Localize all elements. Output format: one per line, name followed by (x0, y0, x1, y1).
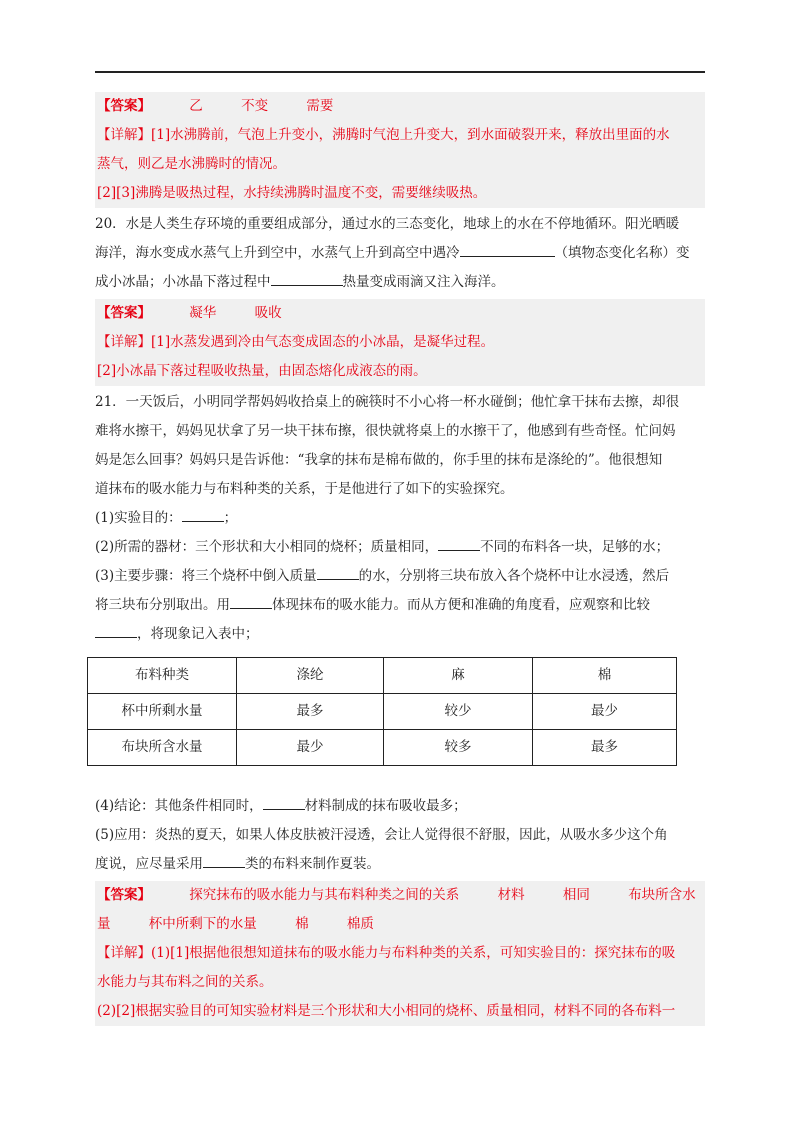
answer-3: 需要 (306, 98, 334, 114)
answer-1: 乙 (189, 98, 203, 114)
table-cell: 棉 (533, 658, 677, 694)
table-cell: 最多 (237, 694, 384, 730)
answer-7: 棉质 (346, 916, 374, 932)
answer-block-20 (95, 299, 705, 386)
answer-blank[interactable] (317, 565, 359, 580)
detail-line: 【详解】[1]水沸腾前，气泡上升变小，沸腾时气泡上升变大，到水面破裂开来，释放出里面的水 (97, 127, 670, 143)
text: 的水，分别将三块布放入各个烧杯中让水浸透，然后 (358, 568, 670, 584)
detail-line: (2)[2]根据实验目的可知实验材料是三个形状和大小相同的烧杯、质量相同，材料不同的各布料一 (97, 1003, 676, 1019)
question-line (95, 850, 705, 879)
question-line: 21．一天饭后，小明同学帮妈妈收拾桌上的碗筷时不小心将一杯水碰倒；他忙拿干抹布去擦，却很 (95, 394, 680, 410)
answer-tag: 【答案】 (97, 887, 151, 903)
detail-line: 蒸气，则乙是水沸腾时的情况。 (97, 156, 286, 172)
answer-blank[interactable] (460, 242, 555, 257)
table-cell: 较少 (384, 694, 533, 730)
table-cell: 布料种类 (88, 658, 237, 694)
table-cell: 杯中所剩水量 (88, 694, 237, 730)
question-line (95, 620, 705, 649)
table-cell: 最少 (533, 694, 677, 730)
text: 体现抹布的吸水能力。而从方便和准确的角度看，应观察和比较 (272, 597, 650, 613)
answer-3: 相同 (562, 887, 590, 903)
answer-6: 棉 (295, 916, 309, 932)
question-line (95, 504, 705, 533)
text: 不同的布料各一块，足够的水； (480, 539, 670, 555)
detail-line: 【详解】[1]水蒸发遇到冷由气态变成固态的小冰晶，是凝华过程。 (97, 334, 495, 350)
table-row (88, 730, 677, 766)
answer-2: 不变 (241, 98, 269, 114)
answer-1: 凝华 (189, 305, 217, 321)
page-content (95, 92, 705, 1026)
text: ； (223, 510, 238, 526)
answer-line (95, 92, 705, 121)
answer-blank[interactable] (438, 536, 480, 551)
question-21 (95, 386, 705, 881)
question-line (95, 533, 705, 562)
detail-line: 水能力与其布料之间的关系。 (97, 974, 273, 990)
text: 成小冰晶；小冰晶下落过程中 (95, 274, 271, 290)
answer-4-cont: 量 (97, 916, 111, 932)
table-row (88, 658, 677, 694)
answer-block-21 (95, 881, 705, 1026)
answer-line (95, 910, 705, 939)
table-cell: 布块所含水量 (88, 730, 237, 766)
detail-line: [2][3]沸腾是吸热过程，水持续沸腾时温度不变，需要继续吸热。 (97, 185, 487, 201)
question-20 (95, 208, 705, 299)
answer-4: 布块所含水 (628, 887, 696, 903)
text: ，将现象记入表中； (137, 626, 259, 642)
answer-blank[interactable] (203, 853, 245, 868)
question-line: 20．水是人类生存环境的重要组成部分，通过水的三态变化，地球上的水在不停地循环。阳光晒暖 (95, 216, 680, 232)
answer-2: 吸收 (254, 305, 282, 321)
answer-blank[interactable] (263, 795, 305, 810)
question-line (95, 792, 705, 821)
header-rule (95, 71, 705, 73)
answer-blank[interactable] (230, 594, 272, 609)
text: (2)所需的器材：三个形状和大小相同的烧杯；质量相同， (95, 539, 439, 555)
detail-line: [2]小冰晶下落过程吸收热量，由固态熔化成液态的雨。 (97, 363, 427, 379)
question-line (95, 268, 705, 297)
question-line: 妈是怎么回事？妈妈只是告诉他：“我拿的抹布是棉布做的，你手里的抹布是涤纶的”。他很想知 (95, 452, 663, 468)
text: 海洋，海水变成水蒸气上升到空中，水蒸气上升到高空中遇冷 (95, 245, 460, 261)
table-cell: 最少 (237, 730, 384, 766)
question-line (95, 239, 705, 268)
text: (3)主要步骤：将三个烧杯中倒入质量 (95, 568, 317, 584)
results-table (87, 657, 677, 766)
text: 类的布料来制作夏装。 (245, 856, 380, 872)
answer-1: 探究抹布的吸水能力与其布料种类之间的关系 (189, 887, 460, 903)
text: （填物态变化名称）变 (554, 245, 690, 261)
answer-5: 杯中所剩下的水量 (148, 916, 257, 932)
answer-blank[interactable] (182, 507, 224, 522)
table-cell: 涤纶 (237, 658, 384, 694)
answer-block-19 (95, 92, 705, 208)
question-line (95, 591, 705, 620)
table-cell: 较多 (384, 730, 533, 766)
table-cell: 最多 (533, 730, 677, 766)
question-line (95, 562, 705, 591)
detail-line: 【详解】(1)[1]根据他很想知道抹布的吸水能力与布料种类的关系，可知实验目的：探究抹布的吸 (97, 945, 676, 961)
answer-blank[interactable] (271, 271, 343, 286)
text: (4)结论：其他条件相同时， (95, 798, 263, 814)
text: 将三块布分别取出。用 (95, 597, 230, 613)
text: 度说，应尽量采用 (95, 856, 203, 872)
answer-blank[interactable] (95, 623, 137, 638)
text: 热量变成雨滴又注入海洋。 (342, 274, 505, 290)
answer-line (95, 299, 705, 328)
table-row (88, 694, 677, 730)
answer-2: 材料 (497, 887, 525, 903)
answer-tag: 【答案】 (97, 98, 151, 114)
text: (1)实验目的： (95, 510, 182, 526)
question-line: (5)应用：炎热的夏天，如果人体皮肤被汗浸透，会让人觉得很不舒服，因此，从吸水多少这个角 (95, 827, 668, 843)
question-line: 难将水擦干，妈妈见状拿了另一块干抹布擦，很快就将桌上的水擦干了，他感到有些奇怪。忙问妈 (95, 423, 676, 439)
table-cell: 麻 (384, 658, 533, 694)
question-line: 道抹布的吸水能力与布料种类的关系，于是他进行了如下的实验探究。 (95, 481, 514, 497)
text: 材料制成的抹布吸收最多； (304, 798, 467, 814)
answer-line (95, 881, 705, 910)
answer-tag: 【答案】 (97, 305, 151, 321)
